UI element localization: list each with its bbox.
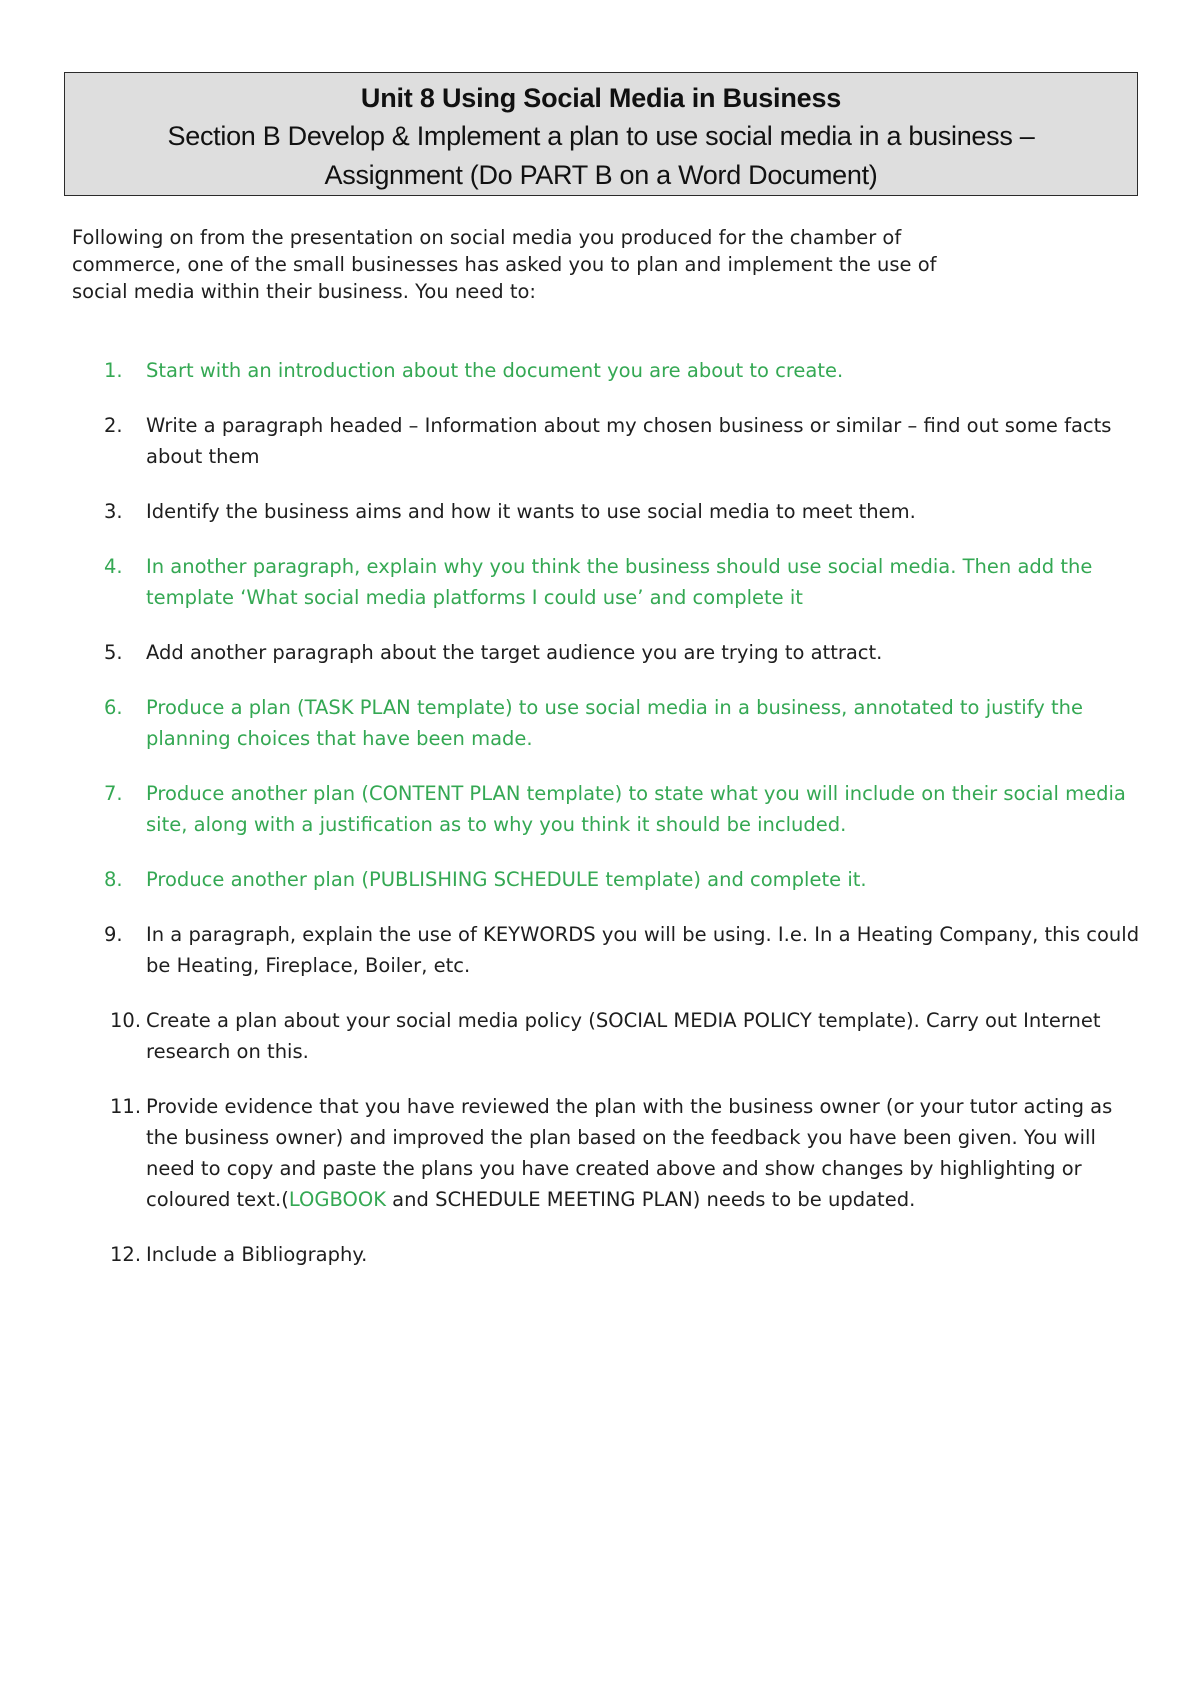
task-item-3 xyxy=(104,496,1144,527)
task-number: 1. xyxy=(104,359,123,382)
task-text: Add another paragraph about the target audience you are trying to attract. xyxy=(146,641,883,664)
task-list xyxy=(104,355,1144,1294)
task-item-11 xyxy=(104,1091,1144,1215)
task-item-2 xyxy=(104,410,1144,472)
task-text-part: Provide evidence that you have reviewed the plan with the business owner (or your tutor acting as the business owner) and improved the plan based on the feedback you have been given. You will need to copy and paste the plans you have created above and show changes by highlighting or coloured text.( xyxy=(146,1095,1113,1211)
task-number: 10. xyxy=(110,1009,142,1032)
task-number: 3. xyxy=(104,500,123,523)
document-subtitle-line-1: Section B Develop & Implement a plan to use social media in a business – xyxy=(167,121,1035,151)
task-number: 9. xyxy=(104,923,123,946)
task-text: Produce a plan (TASK PLAN template) to use social media in a business, annotated to justify the planning choices that have been made. xyxy=(146,696,1083,750)
header-box xyxy=(64,72,1138,196)
task-number: 8. xyxy=(104,868,123,891)
task-number: 2. xyxy=(104,414,123,437)
task-text: Create a plan about your social media policy (SOCIAL MEDIA POLICY template). Carry out Internet research on this. xyxy=(146,1009,1101,1063)
task-text: Include a Bibliography. xyxy=(146,1243,368,1266)
task-text: In a paragraph, explain the use of KEYWORDS you will be using. I.e. In a Heating Company, this could be Heating, Fireplace, Boiler, etc. xyxy=(146,923,1140,977)
task-text: Produce another plan (CONTENT PLAN template) to state what you will include on their social media site, along with a justification as to why you think it should be included. xyxy=(146,782,1126,836)
task-item-6 xyxy=(104,692,1144,754)
task-number: 5. xyxy=(104,641,123,664)
task-item-7 xyxy=(104,778,1144,840)
intro-paragraph: Following on from the presentation on social media you produced for the chamber of commerce, one of the small businesses has asked you to plan and implement the use of social media within their business. You need to: xyxy=(72,226,937,303)
task-text-part: and SCHEDULE MEETING PLAN) needs to be updated. xyxy=(385,1188,916,1211)
logbook-highlight: LOGBOOK xyxy=(288,1188,386,1211)
task-number: 6. xyxy=(104,696,123,719)
task-text: Produce another plan (PUBLISHING SCHEDULE template) and complete it. xyxy=(146,868,867,891)
task-number: 4. xyxy=(104,555,123,578)
task-item-12 xyxy=(104,1239,1144,1270)
task-text: In another paragraph, explain why you think the business should use social media. Then add the template ‘What social media platforms I could use’ and complete it xyxy=(146,555,1093,609)
task-item-9 xyxy=(104,919,1144,981)
task-item-1 xyxy=(104,355,1144,386)
task-number: 11. xyxy=(110,1095,142,1118)
task-item-8 xyxy=(104,864,1144,895)
task-number: 12. xyxy=(110,1243,142,1266)
task-item-5 xyxy=(104,637,1144,668)
task-text: Identify the business aims and how it wants to use social media to meet them. xyxy=(146,500,916,523)
task-number: 7. xyxy=(104,782,123,805)
task-text: Start with an introduction about the document you are about to create. xyxy=(146,359,844,382)
task-item-10 xyxy=(104,1005,1144,1067)
task-text: Write a paragraph headed – Information about my chosen business or similar – find out some facts about them xyxy=(146,414,1112,468)
document-title: Unit 8 Using Social Media in Business xyxy=(360,83,842,113)
task-text xyxy=(146,1095,1112,1211)
task-item-4 xyxy=(104,551,1144,613)
document-subtitle-line-2: Assignment (Do PART B on a Word Document) xyxy=(324,160,878,190)
